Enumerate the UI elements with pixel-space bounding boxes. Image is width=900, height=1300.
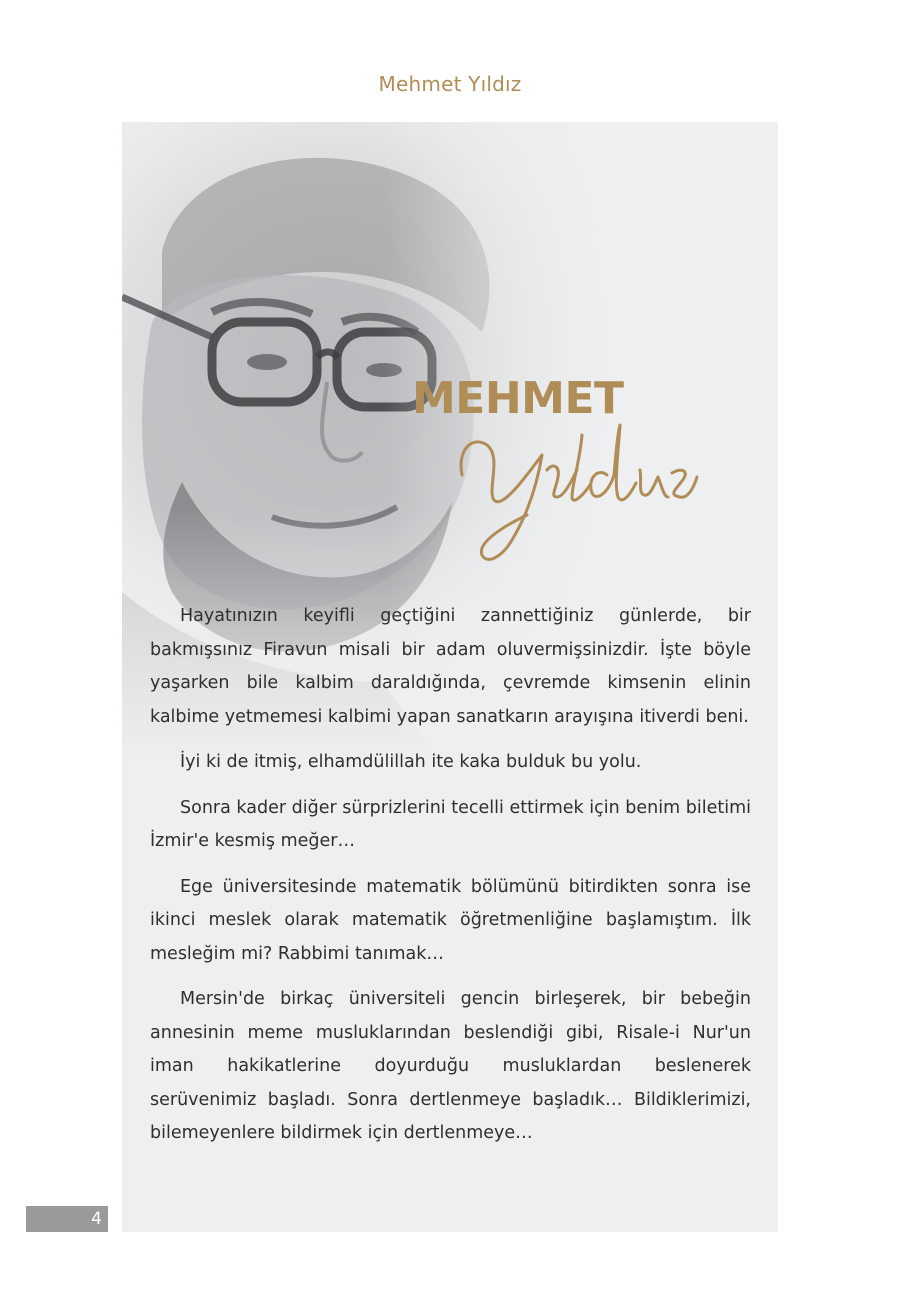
brand-signature-script (432, 415, 702, 575)
paragraph-3: Sonra kader diğer sürprizlerini tecelli ettirmek için benim biletimi İzmir'e kesmiş meğer… (150, 797, 751, 851)
page-number: 4 (91, 1209, 102, 1229)
body-text (150, 600, 751, 1163)
page-number-tab (26, 1206, 108, 1232)
author-brand-logo (412, 373, 732, 552)
paragraph-4: Ege üniversitesinde matematik bölümünü bitirdikten sonra ise ikinci meslek olarak matematik öğretmenliğine başlamıştım. İlk mesleğim mi? Rabbimi tanımak… (150, 876, 751, 964)
paragraph-2: İyi ki de itmiş, elhamdülillah ite kaka bulduk bu yolu. (180, 752, 642, 772)
paragraph-1: Hayatınızın keyifli geçtiğini zannettiğiniz günlerde, bir bakmışsınız Firavun misali bir adam oluvermişsinizdir. İşte böyle yaşarken bile kalbim daraldığında, çevremde kimsenin elinin kalbime yetmemesi kalbimi yapan sanatkarın arayışına itiverdi beni. (150, 606, 751, 727)
running-header: Mehmet Yıldız (378, 72, 522, 96)
paragraph-5: Mersin'de birkaç üniversiteli gencin birleşerek, bir bebeğin annesinin meme musluklarından beslendiği gibi, Risale-i Nur'un iman hakikatlerine doyurduğu musluklardan beslenerek serüvenimiz başladı. Sonra dertlenmeye başladık… Bildiklerimizi, bilemeyenlere bildirmek için dertlenmeye… (150, 989, 751, 1143)
brand-name-top: MEHMET (412, 373, 624, 424)
